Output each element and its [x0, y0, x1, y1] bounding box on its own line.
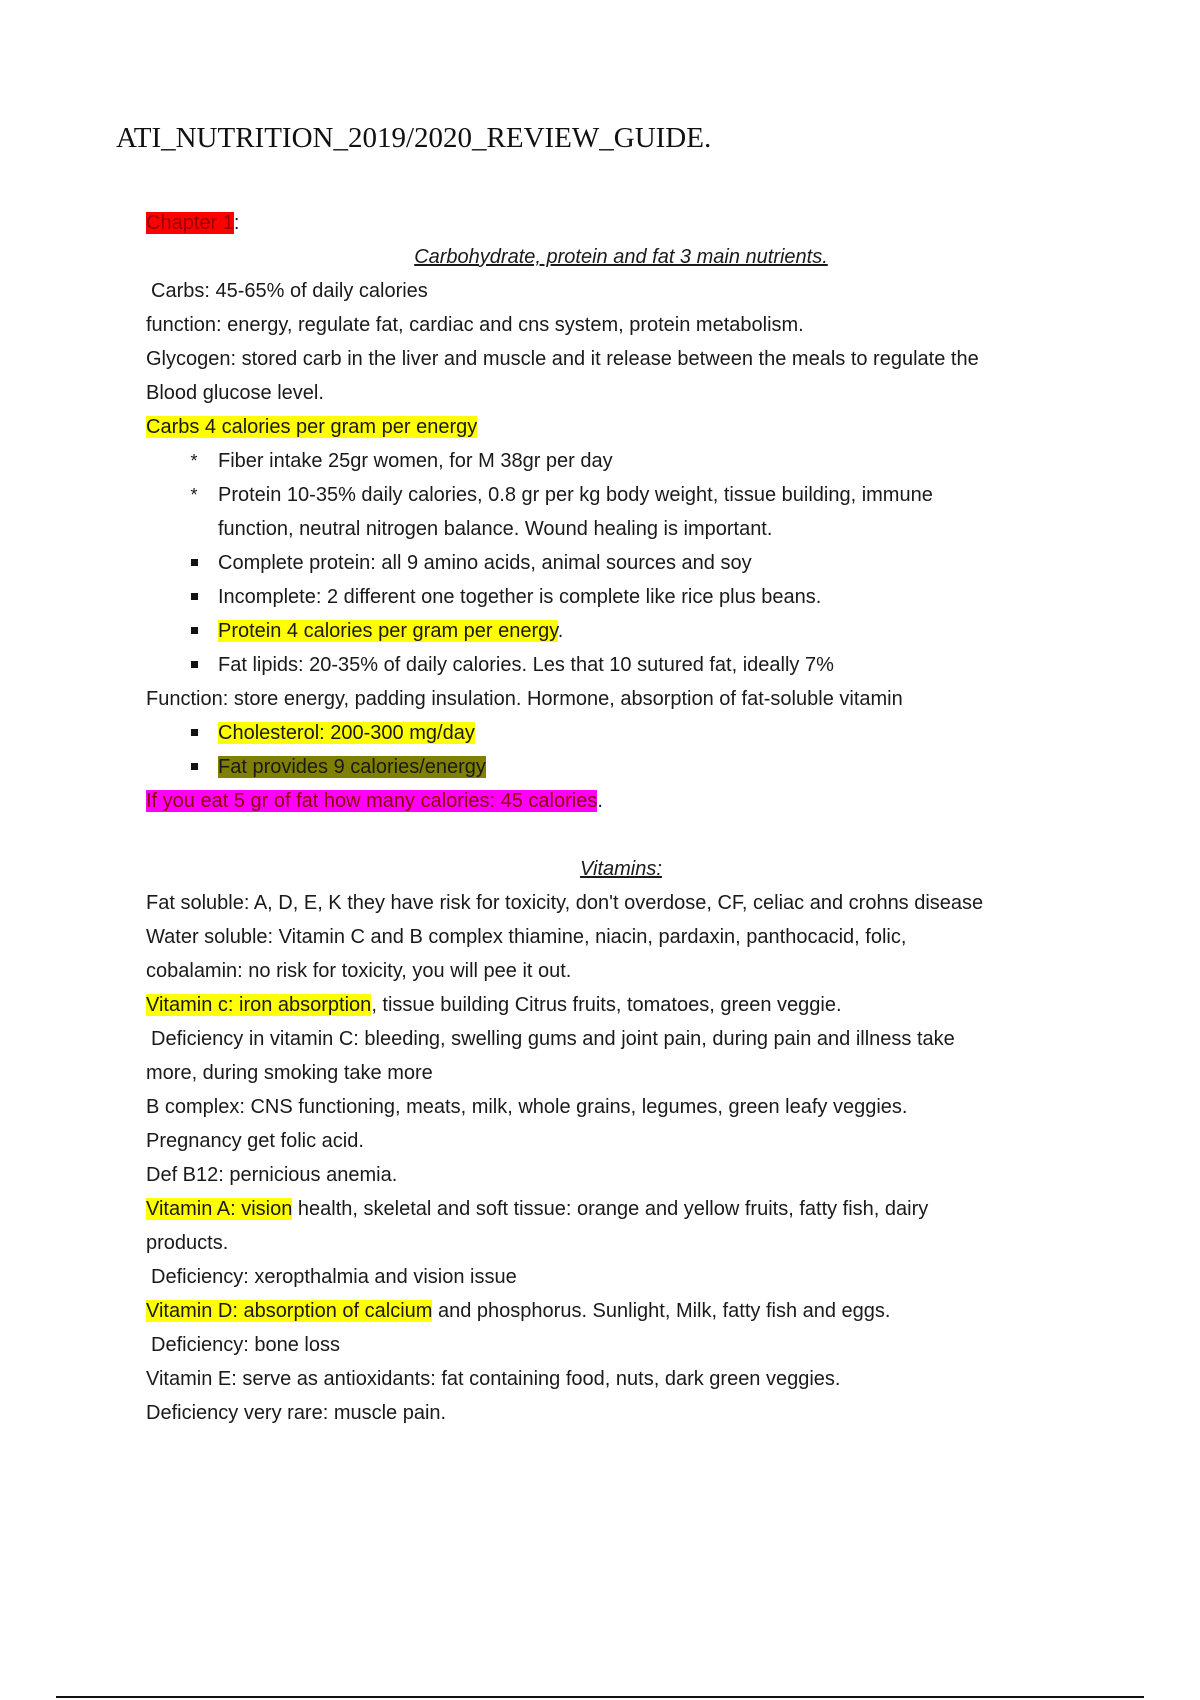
pregnancy-line: Pregnancy get folic acid. — [146, 1130, 364, 1152]
document-title: ATI_NUTRITION_2019/2020_REVIEW_GUIDE. — [116, 122, 712, 154]
chapter-label: Chapter 1 — [146, 212, 234, 234]
square-bullet-icon — [184, 614, 204, 648]
vitamin-c-line — [146, 988, 1096, 1022]
vitamin-c-highlight: Vitamin c: iron absorption — [146, 994, 372, 1016]
glycogen-line-2: Blood glucose level. — [146, 382, 324, 404]
def-b12-line: Def B12: pernicious anemia. — [146, 1164, 398, 1186]
vitamin-a-highlight: Vitamin A: vision — [146, 1198, 293, 1220]
vitamin-a-deficiency-line: Deficiency: xeropthalmia and vision issue — [151, 1266, 517, 1288]
chapter-heading: Carbohydrate, protein and fat 3 main nutrients. — [414, 246, 828, 268]
vitamin-a-rest: health, skeletal and soft tissue: orange and yellow fruits, fatty fish, dairy — [292, 1198, 929, 1220]
complete-protein-text: Complete protein: all 9 amino acids, animal sources and soy — [218, 552, 752, 574]
vitamin-d-line — [146, 1294, 1096, 1328]
water-soluble-line-1: Water soluble: Vitamin C and B complex thiamine, niacin, pardaxin, panthocacid, folic, — [146, 926, 907, 948]
list-item — [146, 580, 1096, 614]
square-bullet-icon — [184, 580, 204, 614]
list-item — [146, 478, 1096, 512]
glycogen-line-1: Glycogen: stored carb in the liver and muscle and it release between the meals to regulate the — [146, 348, 979, 370]
protein-energy-tail: . — [557, 620, 564, 642]
chapter-label-line — [146, 206, 1096, 240]
square-bullet-icon — [184, 716, 204, 750]
asterisk-bullet-icon: * — [190, 485, 198, 505]
water-soluble-line-2: cobalamin: no risk for toxicity, you will pee it out. — [146, 960, 572, 982]
vitamin-e-line: Vitamin E: serve as antioxidants: fat containing food, nuts, dark green veggies. — [146, 1368, 841, 1390]
fat-function-line: Function: store energy, padding insulation. Hormone, absorption of fat-soluble vitamin — [146, 688, 903, 710]
fat-example-tail: . — [597, 790, 603, 812]
square-bullet-icon — [184, 750, 204, 784]
chapter-label-colon: : — [233, 212, 240, 234]
carbs-line: Carbs: 45-65% of daily calories — [151, 280, 428, 302]
vitamin-a-line-2: products. — [146, 1232, 229, 1254]
list-item — [146, 614, 1096, 648]
vitamin-c-rest: , tissue building Citrus fruits, tomatoes, green veggie. — [371, 994, 842, 1016]
vitamin-c-deficiency-line-1: Deficiency in vitamin C: bleeding, swelling gums and joint pain, during pain and illness take — [151, 1028, 955, 1050]
protein-text-line-2: function, neutral nitrogen balance. Wound healing is important. — [218, 518, 773, 540]
fat-energy-highlight: Fat provides 9 calories/energy — [218, 756, 486, 778]
carbs-energy-line — [146, 410, 1096, 444]
fat-example-line — [146, 784, 1096, 818]
list-item — [146, 648, 1096, 682]
list-item — [146, 716, 1096, 750]
vitamin-a-line — [146, 1192, 1096, 1226]
fiber-text: Fiber intake 25gr women, for M 38gr per day — [218, 450, 613, 472]
vitamin-e-deficiency-line: Deficiency very rare: muscle pain. — [146, 1402, 447, 1424]
protein-text-line-1: Protein 10-35% daily calories, 0.8 gr per kg body weight, tissue building, immune — [218, 484, 933, 506]
cholesterol-highlight: Cholesterol: 200-300 mg/day — [218, 722, 475, 744]
fat-example-highlight: If you eat 5 gr of fat how many calories: 45 calories — [146, 790, 598, 812]
fat-lipids-text: Fat lipids: 20-35% of daily calories. Les that 10 sutured fat, ideally 7% — [218, 654, 834, 676]
list-item — [146, 750, 1096, 784]
fat-soluble-line: Fat soluble: A, D, E, K they have risk for toxicity, don't overdose, CF, celiac and crohns disease — [146, 892, 984, 914]
function-line: function: energy, regulate fat, cardiac and cns system, protein metabolism. — [146, 314, 804, 336]
list-item — [146, 546, 1096, 580]
b-complex-line: B complex: CNS functioning, meats, milk, whole grains, legumes, green leafy veggies. — [146, 1096, 908, 1118]
footer-divider — [56, 1696, 1144, 1698]
vitamin-d-highlight: Vitamin D: absorption of calcium — [146, 1300, 433, 1322]
carbs-energy-highlight: Carbs 4 calories per gram per energy — [146, 416, 478, 438]
asterisk-bullet-icon: * — [190, 451, 198, 471]
incomplete-protein-text: Incomplete: 2 different one together is complete like rice plus beans. — [218, 586, 822, 608]
square-bullet-icon — [184, 546, 204, 580]
vitamins-heading: Vitamins: — [580, 858, 662, 880]
vitamin-c-deficiency-line-2: more, during smoking take more — [146, 1062, 433, 1084]
protein-energy-highlight: Protein 4 calories per gram per energy — [218, 620, 558, 642]
spacer — [146, 818, 1096, 852]
document-body — [146, 206, 1096, 1430]
square-bullet-icon — [184, 648, 204, 682]
vitamin-d-deficiency-line: Deficiency: bone loss — [151, 1334, 340, 1356]
list-item — [146, 444, 1096, 478]
vitamin-d-rest: and phosphorus. Sunlight, Milk, fatty fish and eggs. — [432, 1300, 891, 1322]
